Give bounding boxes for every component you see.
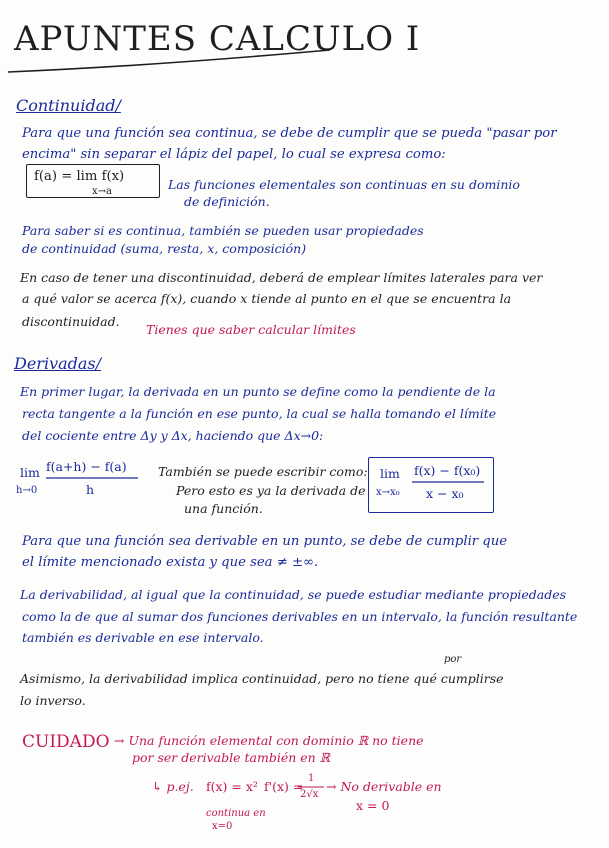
elementary-note-line: de definición. (184, 194, 270, 209)
paragraph-line: lo inverso. (20, 693, 86, 708)
paragraph-line: La derivabilidad, al igual que la continuidad, se puede estudiar mediante propiedades (20, 587, 567, 602)
paragraph-line: discontinuidad. (22, 314, 120, 329)
example-derivative: f'(x) = (264, 779, 304, 794)
warning-label: CUIDADO (22, 732, 110, 752)
limit-subscript: x→x₀ (376, 487, 400, 498)
inserted-word: por (444, 654, 462, 665)
alternate-form-note: También se puede escribir como: (158, 464, 368, 479)
example-fraction-numerator: 1 (308, 773, 315, 784)
page-title: APUNTES CALCULO I (14, 19, 421, 59)
difference-quotient-numerator: f(a+h) − f(a) (46, 459, 127, 474)
derivative-quotient-numerator: f(x) − f(x₀) (414, 463, 481, 478)
paragraph-line: recta tangente a la función en ese punto, la cual se halla tomando el límite (22, 406, 497, 421)
paragraph-line: del cociente entre Δy y Δx, haciendo que Δx→0: (22, 428, 324, 443)
margin-note-limits: Tienes que saber calcular límites (146, 322, 356, 337)
continuity-label: continua en (206, 808, 266, 819)
continuity-point: x=0 (212, 821, 233, 832)
limit-word: lim (380, 466, 400, 481)
difference-quotient-denominator: h (86, 482, 95, 497)
paragraph-line: de continuidad (suma, resta, x, composición) (22, 241, 307, 256)
paragraph-line: como la de que al sumar dos funciones derivables en un intervalo, la función resultante (22, 609, 578, 624)
example-prefix: ↳ p.ej. (152, 779, 194, 794)
limit-subscript: h→0 (16, 485, 38, 496)
paragraph-line: En caso de tener una discontinuidad, deberá de emplear límites laterales para ver (20, 270, 543, 285)
continuity-formula: f(a) = lim f(x) (34, 169, 125, 184)
section-heading-continuidad: Continuidad/ (16, 96, 121, 115)
alternate-form-note: Pero esto es ya la derivada de (176, 483, 366, 498)
warning-line: → Una función elemental con dominio ℝ no tiene (114, 733, 424, 748)
paragraph-line: también es derivable en ese intervalo. (22, 630, 264, 645)
example-fraction-denominator: 2√x (300, 789, 319, 800)
paragraph-line: el límite mencionado exista y que sea ≠ ±∞. (22, 555, 319, 570)
example-point: x = 0 (356, 798, 390, 813)
continuity-formula-subscript: x→a (92, 186, 112, 197)
paragraph-line: Para que una función sea continua, se debe de cumplir que se pueda "pasar por (22, 126, 557, 141)
alternate-form-note: una función. (184, 501, 263, 516)
paragraph-line: En primer lugar, la derivada en un punto se define como la pendiente de la (20, 384, 496, 399)
limit-word: lim (20, 465, 40, 480)
section-heading-derivadas: Derivadas/ (14, 354, 102, 373)
example-function: f(x) = x² (206, 779, 258, 794)
paragraph-line: Para saber si es continua, también se pueden usar propiedades (22, 223, 424, 238)
paragraph-line: encima" sin separar el lápiz del papel, lo cual se expresa como: (22, 147, 446, 162)
paragraph-line: a qué valor se acerca f(x), cuando x tiende al punto en el que se encuentra la (22, 291, 512, 306)
paragraph-line: Para que una función sea derivable en un punto, se debe de cumplir que (22, 534, 508, 549)
warning-line: por ser derivable también en ℝ (132, 750, 331, 765)
paragraph-line: Asimismo, la derivabilidad implica continuidad, pero no tiene qué cumplirse (20, 671, 504, 686)
example-conclusion: → No derivable en (326, 779, 442, 794)
elementary-note-line: Las funciones elementales son continuas en su dominio (168, 177, 520, 192)
derivative-quotient-denominator: x − x₀ (426, 486, 464, 501)
